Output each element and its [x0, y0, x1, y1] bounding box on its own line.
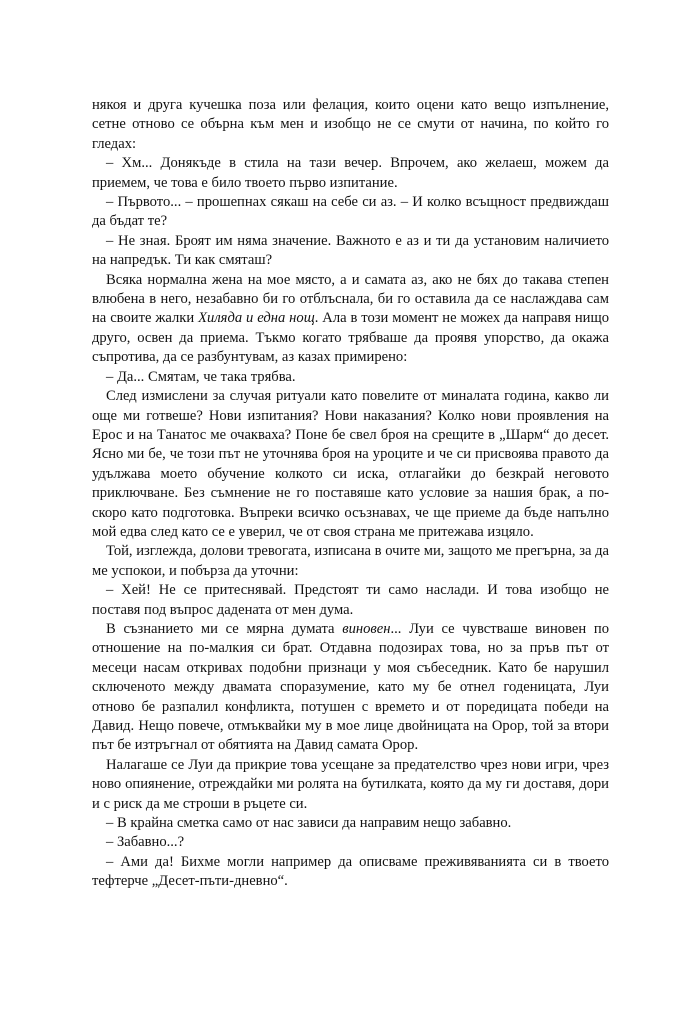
text-segment: – Ами да! Бихме могли например да описваме преживяванията си в твоето тефтерче „Десет-пъти-дневно“. [92, 853, 609, 890]
italic-title: Хиляда и една нощ [198, 310, 315, 327]
text-segment: Той, изглежда, долови тревогата, изписана в очите ми, защото ме прегърна, за да ме успокои, и побърза да уточни: [92, 543, 609, 579]
book-page-body [92, 96, 609, 892]
text-segment: – Първото... – прошепнах сякаш на себе си аз. – И колко всъщност предвиждаш да бъдат те? [92, 194, 609, 230]
dialogue-paragraph [92, 814, 609, 833]
text-segment: След измислени за случая ритуали като повелите от миналата година, какво ли още ми готвеше? Нови изпитания? Нови наказания? Колко нови проявления на Ерос и на Танатос ме очакваха? Поне бе свел броя на срещите в „Шарм“ до десет. Ясно ми бе, че този път не уточнява броя на уроците и че си присвоява правото да удължава моето обучение колкото си иска, отлагайки до безкрай неговото приключване. Без съмнение не го поставяше като условие за нашия брак, а по-скоро като подготовка. Въпреки всичко осъзнавах, че ще приеме да бъде напълно мой едва след като се е уверил, че от своя страна ме притежава изцяло. [92, 388, 609, 540]
dialogue-paragraph [92, 193, 609, 232]
dialogue-paragraph [92, 853, 609, 892]
dialogue-paragraph [92, 368, 609, 387]
narrative-paragraph [92, 620, 609, 756]
text-segment: . Ала в този момент не можех да направя нищо друго, освен да приема. Тъкмо когато трябваше да проявя упорство, да окажа съпротива, да се разбунтувам, аз казах примирено: [92, 310, 609, 366]
text-segment: – Да... Смятам, че така трябва. [106, 368, 296, 385]
narrative-paragraph [92, 542, 609, 581]
text-segment: Всяка нормална жена на мое място, а и самата аз, ако не бях до такава степен влюбена в него, незабавно би го отблъснала, би го оставила да се наслаждава сам на своите жалки [92, 271, 609, 327]
dialogue-paragraph [92, 581, 609, 620]
text-segment: Налагаше се Луи да прикрие това усещане за предателство чрез нови игри, чрез ново опиянение, отреждайки ми ролята на бутилката, която да му ги доставя, дори и с риск да ме строши в ръцете си. [92, 756, 609, 812]
narrative-paragraph [92, 271, 609, 368]
text-segment: – В крайна сметка само от нас зависи да направим нещо забавно. [106, 815, 512, 832]
paragraph-continuation [92, 96, 609, 154]
text-segment: – Хей! Не се притеснявай. Предстоят ти само наслади. И това изобщо не поставя под въпрос дадената от мен дума. [92, 582, 609, 618]
dialogue-paragraph [92, 154, 609, 193]
text-segment: – Хм... Донякъде в стила на тази вечер. Впрочем, ако желаеш, можем да приемем, че това е било твоето първо изпитание. [92, 155, 609, 191]
italic-word: виновен [342, 620, 391, 637]
text-segment: ... Луи се чувстваше виновен по отношение на по-малкия си брат. Отдавна подозирах това, но за пръв път от месеци насам откривах подобни признаци у моя събеседник. Като бе нарушил сключеното между двамата споразумение, като му бе отнел годеницата, Луи отново бе разпалил конфликта, потушен с времето и от поредицата победи на Давид. Нещо повече, отмъквайки му в мое лице двойницата на Орор, той за втори път бе изтръгнал от обятията на Давид самата Орор. [92, 620, 609, 754]
text-segment: някоя и друга кучешка поза или фелация, които оцени като вещо изпълнение, сетне отново се обърна към мен и изобщо не се смути от начина, по който го гледах: [92, 97, 609, 152]
text-segment: – Забавно...? [106, 834, 185, 851]
dialogue-paragraph [92, 833, 609, 852]
text-segment: – Не зная. Броят им няма значение. Важното е аз и ти да установим наличието на напредък. Ти как смяташ? [92, 232, 609, 269]
text-segment: В съзнанието ми се мярна думата [106, 620, 343, 637]
narrative-paragraph [92, 387, 609, 542]
narrative-paragraph [92, 756, 609, 814]
dialogue-paragraph [92, 232, 609, 271]
